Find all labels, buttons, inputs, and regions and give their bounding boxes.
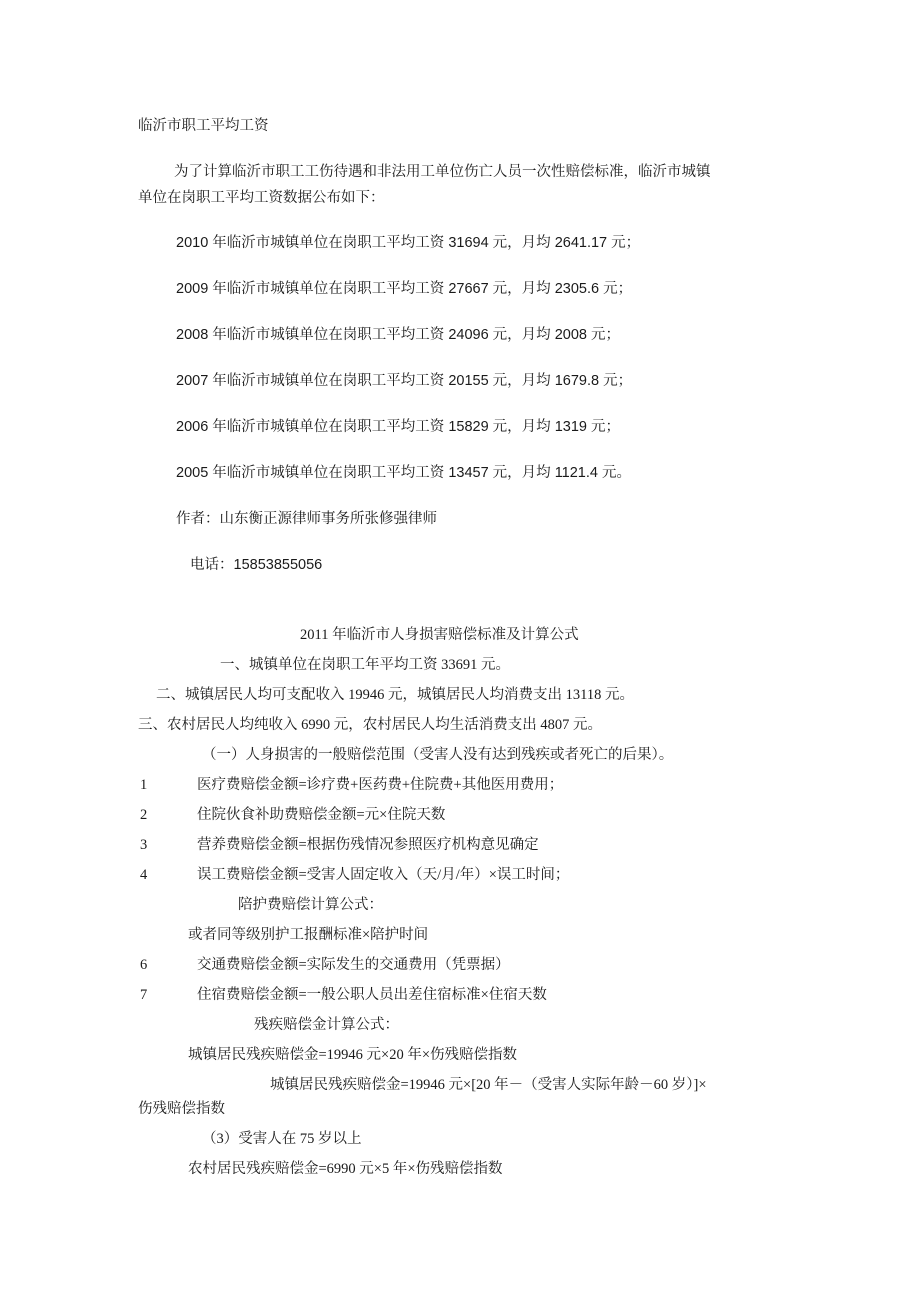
disability-formula-urban: 城镇居民残疾赔偿金=19946 元×20 年×伤残赔偿指数: [188, 1047, 518, 1063]
disability-formula-urban-age-line1: 城镇居民残疾赔偿金=19946 元×[20 年－（受害人实际年龄－60 岁）]×: [270, 1077, 707, 1093]
list-item-lodging: 住宿费赔偿金额=一般公职人员出差住宿标准×住宿天数: [197, 987, 547, 1003]
disability-formula-urban-age-line2: 伤残赔偿指数: [138, 1101, 225, 1117]
nursing-heading: 陪护费赔偿计算公式：: [238, 897, 383, 913]
wage-row-2006: 2006 年临沂市城镇单位在岗职工平均工资 15829 元，月均 1319 元；: [176, 419, 620, 435]
over-75-heading: （3）受害人在 75 岁以上: [202, 1131, 362, 1147]
list-item-nutrition: 营养费赔偿金额=根据伤残情况参照医疗机构意见确定: [197, 837, 539, 853]
standard-item-1: 一、城镇单位在岗职工年平均工资 33691 元。: [220, 657, 510, 673]
disability-formula-rural: 农村居民残疾赔偿金=6990 元×5 年×伤残赔偿指数: [188, 1161, 503, 1177]
list-number: 3: [140, 837, 148, 853]
standard-item-3: 三、农村居民人均纯收入 6990 元，农村居民人均生活消费支出 4807 元。: [138, 717, 602, 733]
list-number: 1: [140, 777, 148, 793]
list-number: 6: [140, 957, 148, 973]
phone-line: 电话：15853855056: [190, 557, 323, 573]
list-item-transport: 交通费赔偿金额=实际发生的交通费用（凭票据）: [197, 957, 510, 973]
list-number: 4: [140, 867, 148, 883]
wage-row-2009: 2009 年临沂市城镇单位在岗职工平均工资 27667 元，月均 2305.6 元；: [176, 281, 633, 297]
general-compensation-heading: （一）人身损害的一般赔偿范围（受害人没有达到残疾或者死亡的后果）。: [202, 747, 674, 763]
author-line: 作者：山东衡正源律师事务所张修强律师: [176, 511, 437, 527]
wage-row-2010: 2010 年临沂市城镇单位在岗职工平均工资 31694 元，月均 2641.17 元；: [176, 235, 641, 251]
intro-paragraph-line1: 为了计算临沂市职工工伤待遇和非法用工单位伤亡人员一次性赔偿标准，临沂市城镇: [174, 164, 711, 180]
list-item-lost-wages: 误工费赔偿金额=受害人固定收入（天/月/年）×误工时间；: [197, 867, 570, 883]
disability-heading: 残疾赔偿金计算公式：: [254, 1017, 399, 1033]
wage-row-2007: 2007 年临沂市城镇单位在岗职工平均工资 20155 元，月均 1679.8 元；: [176, 373, 633, 389]
list-item-hospital-food: 住院伙食补助费赔偿金额=元×住院天数: [197, 807, 446, 823]
document-title: 临沂市职工平均工资: [138, 118, 269, 134]
section2-title: 2011 年临沂市人身损害赔偿标准及计算公式: [300, 627, 579, 643]
intro-paragraph-line2: 单位在岗职工平均工资数据公布如下：: [138, 190, 385, 206]
nursing-formula: 或者同等级别护工报酬标准×陪护时间: [188, 927, 429, 943]
list-number: 2: [140, 807, 148, 823]
wage-row-2005: 2005 年临沂市城镇单位在岗职工平均工资 13457 元，月均 1121.4 元。: [176, 465, 631, 481]
wage-row-2008: 2008 年临沂市城镇单位在岗职工平均工资 24096 元，月均 2008 元；: [176, 327, 620, 343]
standard-item-2: 二、城镇居民人均可支配收入 19946 元，城镇居民人均消费支出 13118 元。: [156, 687, 634, 703]
list-number: 7: [140, 987, 148, 1003]
list-item-medical: 医疗费赔偿金额=诊疗费+医药费+住院费+其他医用费用；: [197, 777, 564, 793]
